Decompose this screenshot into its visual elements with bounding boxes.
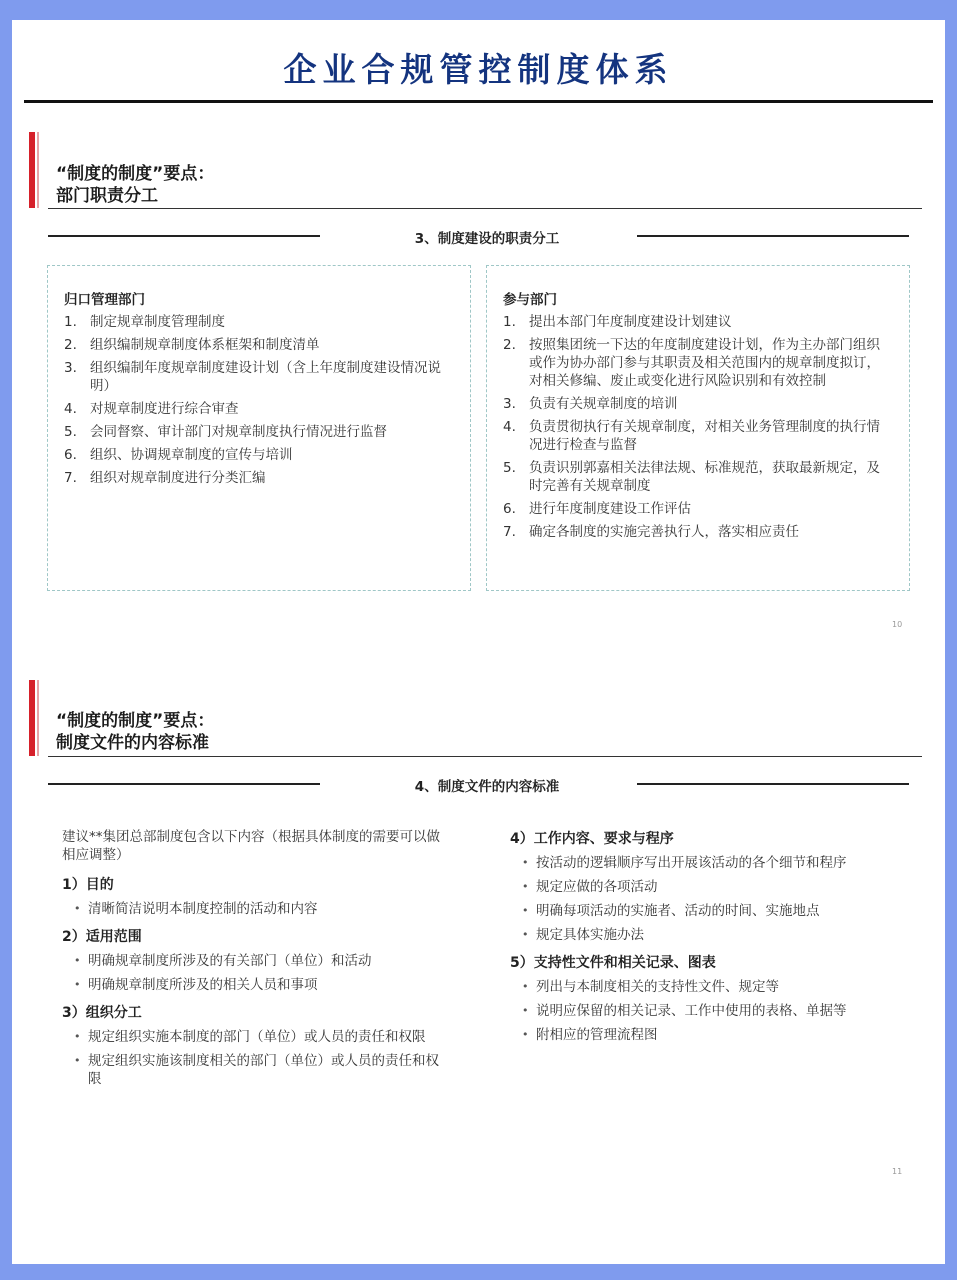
list-item: 7. 确定各制度的实施完善执行人，落实相应责任 — [503, 524, 799, 540]
list-item: 1. 提出本部门年度制度建设计划建议 — [503, 314, 732, 330]
list-item: 3. 负责有关规章制度的培训 — [503, 396, 678, 412]
right-duty-box — [486, 265, 910, 591]
page — [12, 20, 945, 1264]
list-item: • 附相应的管理流程图 — [510, 1026, 910, 1044]
list-item: • 规定组织实施该制度相关的部门（单位）或人员的责任和权限 — [62, 1052, 442, 1088]
list-item: 4. 负责贯彻执行有关规章制度，对相关业务管理制度的执行情况进行检查与监督 — [503, 419, 880, 453]
bullet-list — [62, 900, 462, 918]
accent-bar — [29, 680, 35, 756]
section-heading: 2）适用范围 — [62, 929, 142, 945]
duty-list — [64, 313, 454, 487]
list-item: • 明确每项活动的实施者、活动的时间、实施地点 — [510, 902, 910, 920]
list-item: 6. 进行年度制度建设工作评估 — [503, 501, 691, 517]
bullet-list — [62, 1028, 442, 1088]
list-item: 5. 会同督察、审计部门对规章制度执行情况进行监督 — [64, 424, 387, 440]
heading-line-1: “制度的制度”要点： — [56, 711, 215, 731]
content-left-column — [62, 828, 462, 1094]
section-heading: 1）目的 — [62, 877, 114, 893]
list-item: • 列出与本制度相关的支持性文件、规定等 — [510, 978, 910, 996]
section-title: 3、制度建设的职责分工 — [414, 231, 560, 247]
section-rule-left — [48, 783, 320, 785]
bullet-list — [510, 854, 910, 944]
section-heading: 5）支持性文件和相关记录、图表 — [510, 955, 716, 971]
list-item: 3. 组织编制年度规章制度建设计划（含上年度制度建设情况说明） — [64, 360, 441, 394]
section-rule-left — [48, 235, 320, 237]
section-title: 4、制度文件的内容标准 — [414, 779, 560, 795]
slide-heading — [56, 163, 214, 207]
list-item: • 按活动的逻辑顺序写出开展该活动的各个细节和程序 — [510, 854, 910, 872]
heading-line-2: 制度文件的内容标准 — [56, 733, 209, 753]
accent-bar-shadow — [37, 132, 39, 208]
list-item: 5. 负责识别郭嘉相关法律法规、标准规范，获取最新规定，及时完善有关规章制度 — [503, 460, 880, 494]
main-title: 企业合规管控制度体系 — [283, 50, 674, 89]
heading-divider — [48, 756, 922, 757]
section-heading: 4）工作内容、要求与程序 — [510, 831, 674, 847]
accent-bar — [29, 132, 35, 208]
list-item: • 规定具体实施办法 — [510, 926, 910, 944]
left-duty-box — [47, 265, 471, 591]
list-item: • 规定组织实施本制度的部门（单位）或人员的责任和权限 — [62, 1028, 442, 1046]
list-item: 2. 按照集团统一下达的年度制度建设计划，作为主办部门组织或作为协办部门参与其职责及相关范围内的规章制度拟订，对相关修编、废止或变化进行风险识别和有效控制 — [503, 337, 880, 389]
heading-line-2: 部门职责分工 — [56, 186, 158, 206]
title-divider — [24, 100, 933, 103]
list-item: • 说明应保留的相关记录、工作中使用的表格、单据等 — [510, 1002, 910, 1020]
list-item: • 明确规章制度所涉及的相关人员和事项 — [62, 976, 462, 994]
list-item: • 清晰简洁说明本制度控制的活动和内容 — [62, 900, 462, 918]
list-item: 2. 组织编制规章制度体系框架和制度清单 — [64, 337, 320, 353]
content-right-column — [510, 828, 910, 1050]
section-rule-right — [637, 783, 909, 785]
list-item: 4. 对规章制度进行综合审查 — [64, 401, 239, 417]
box-title: 归口管理部门 — [64, 292, 145, 308]
bullet-list — [62, 952, 462, 994]
list-item: 7. 组织对规章制度进行分类汇编 — [64, 470, 266, 486]
duty-list — [503, 313, 893, 541]
heading-divider — [48, 208, 922, 209]
slide-heading — [56, 710, 214, 754]
list-item: 6. 组织、协调规章制度的宣传与培训 — [64, 447, 293, 463]
heading-line-1: “制度的制度”要点： — [56, 164, 215, 184]
page-number: 10 — [892, 620, 903, 629]
list-item: • 规定应做的各项活动 — [510, 878, 910, 896]
list-item: 1. 制定规章制度管理制度 — [64, 314, 225, 330]
section-rule-right — [637, 235, 909, 237]
page-number: 11 — [892, 1167, 903, 1176]
box-title: 参与部门 — [503, 292, 557, 308]
list-item: • 明确规章制度所涉及的有关部门（单位）和活动 — [62, 952, 462, 970]
section-heading: 3）组织分工 — [62, 1005, 142, 1021]
bullet-list — [510, 978, 910, 1044]
intro-text: 建议**集团总部制度包含以下内容（根据具体制度的需要可以做相应调整） — [62, 829, 440, 863]
accent-bar-shadow — [37, 680, 39, 756]
